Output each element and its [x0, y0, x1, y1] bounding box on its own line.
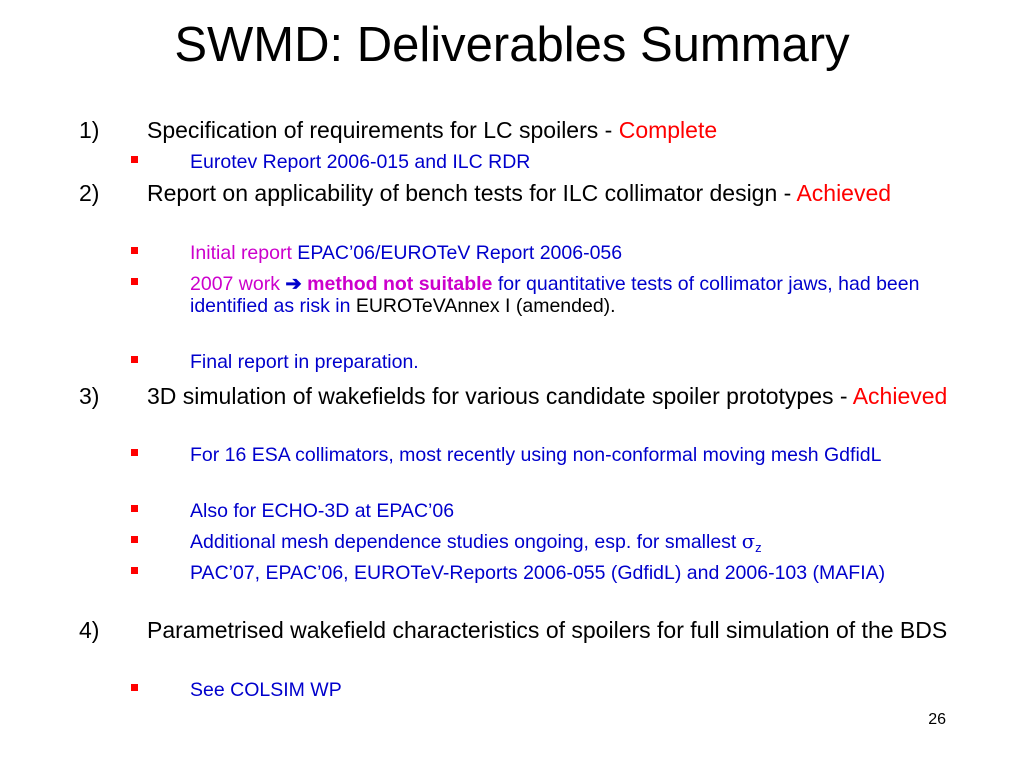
status-label: Achieved [852, 383, 948, 409]
bullet-icon [131, 567, 138, 574]
item-description: Report on applicability of bench tests for ILC collimator design - [147, 180, 797, 206]
sub-item-detail: Additional mesh dependence studies ongoing, esp. for smallest [190, 531, 742, 553]
item-description: Specification of requirements for LC spoilers - [147, 117, 619, 143]
highlight-text: Initial report [190, 242, 292, 264]
sub-item-text: For 16 ESA collimators, most recently using non-conformal moving mesh GdfidL [190, 444, 882, 466]
sub-item-tail: EUROTeVAnnex I (amended). [355, 295, 616, 317]
bullet-icon [131, 356, 138, 363]
bullet-icon [131, 247, 138, 254]
status-label: Complete [618, 117, 718, 143]
bullet-icon [131, 536, 138, 543]
sub-item-text: Eurotev Report 2006-015 and ILC RDR [190, 151, 531, 173]
sub-item-text [190, 273, 960, 317]
bullet-icon [131, 278, 138, 285]
bullet-icon [131, 156, 138, 163]
bullet-icon [131, 505, 138, 512]
item-number: 4) [79, 617, 100, 643]
status-label: Achieved [796, 180, 892, 206]
page-number: 26 [928, 711, 946, 728]
item-text: Parametrised wakefield characteristics of spoilers for full simulation of the BDS [147, 617, 948, 643]
item-number: 2) [79, 180, 100, 206]
emphasis-text: method not suitable [301, 273, 493, 295]
sub-item-text [190, 531, 960, 555]
item-text [147, 117, 962, 144]
slide-title: SWMD: Deliverables Summary [174, 18, 850, 72]
arrow-right-icon: ➔ [285, 273, 302, 295]
sigma-symbol: σ [741, 530, 756, 553]
sigma-subscript: z [755, 540, 762, 555]
sub-item-detail: for quantitative tests of collimator jaws, had been identified as risk in [190, 273, 920, 317]
item-number: 1) [79, 117, 100, 143]
sub-item-lead: 2007 work [190, 273, 286, 295]
item-text [147, 180, 962, 207]
sub-item-text: Final report in preparation. [190, 351, 419, 373]
item-number: 3) [79, 383, 100, 409]
sub-item-text: See COLSIM WP [190, 679, 342, 701]
bullet-icon [131, 684, 138, 691]
sub-item-text: PAC’07, EPAC’06, EUROTeV-Reports 2006-055 (GdfidL) and 2006-103 (MAFIA) [190, 562, 886, 584]
sub-item-text: Also for ECHO-3D at EPAC’06 [190, 500, 455, 522]
bullet-icon [131, 449, 138, 456]
sub-item-text [190, 242, 960, 264]
sub-item-detail: EPAC’06/EUROTeV Report 2006-056 [291, 242, 623, 264]
item-description: 3D simulation of wakefields for various candidate spoiler prototypes - [147, 383, 853, 409]
item-text [147, 383, 962, 410]
